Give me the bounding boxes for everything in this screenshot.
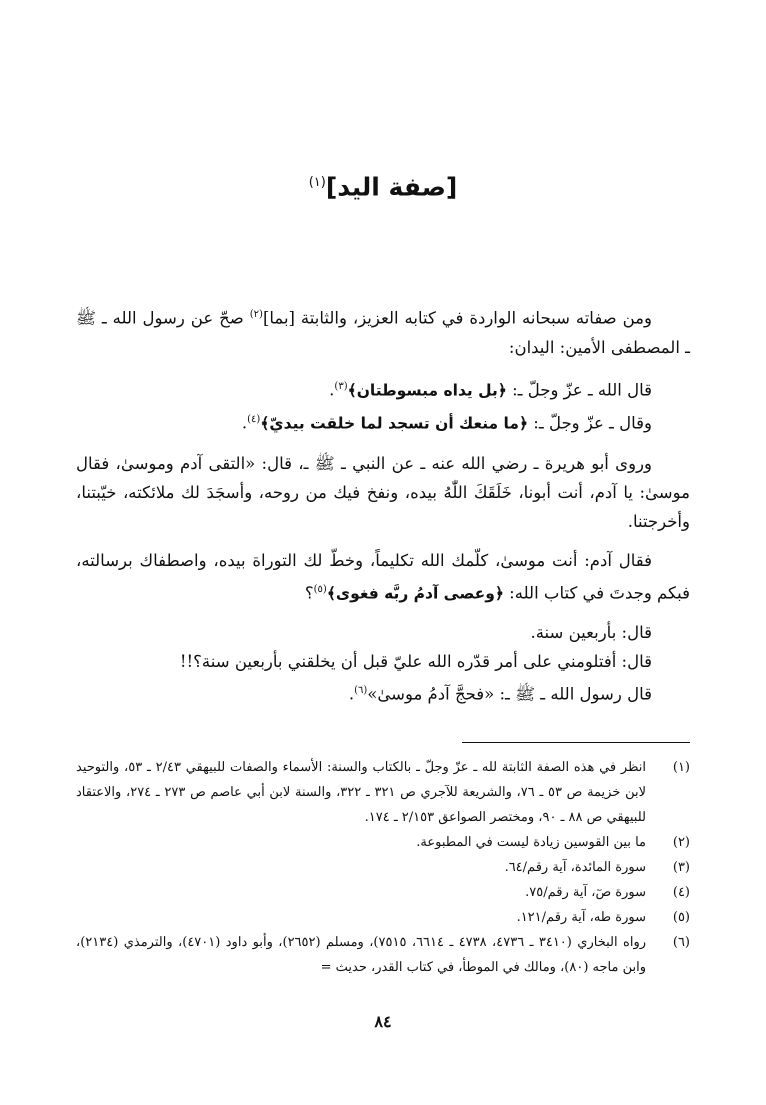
paragraph-intro-part-b: صحّ عن رسول الله ـ ﷺ ـ المصطفى الأمين: اليدان: <box>76 308 690 357</box>
verse-2-end: . <box>241 413 248 433</box>
section-title-text: [صفة اليد] <box>325 172 458 202</box>
verse-2-intro: وقال ـ عزّ وجلّ ـ: <box>528 413 652 433</box>
footnotes <box>76 755 690 980</box>
section-title <box>0 163 766 207</box>
footnote-text: رواه البخاري (٣٤١٠ ـ ٤٧٣٦، ٤٧٣٨ ـ ٦٦١٤، ٧٥١٥)، ومسلم (٢٦٥٢)، وأبو داود (٤٧٠١)، والترمذي (٢١٣٤)، وابن ماجه (٨٠)، ومالك في الموطأ، في كتاب القدر، حديث = <box>76 935 647 975</box>
paragraph-conclusion <box>76 676 690 709</box>
paragraph-intro <box>76 300 690 362</box>
paragraph-blame: قال: أفتلومني على أمر قدّره الله عليّ قبل أن يخلقني بأربعين سنة؟!! <box>179 652 652 671</box>
paragraph-forty-years: قال: بأربعين سنة. <box>530 623 652 642</box>
conclusion-end: . <box>348 684 355 704</box>
verse-1-end: . <box>329 380 335 399</box>
footnote-number: (٣) <box>672 860 690 875</box>
footnote-text: سورة صٓ، آية رقم/٧٥. <box>525 885 646 900</box>
footnote-number: (٥) <box>672 910 690 925</box>
paragraph-intro-part-a: ومن صفاته سبحانه الواردة في كتابه العزيز، والثابتة [بما] <box>262 308 652 328</box>
verse-1-intro: قال الله ـ عزّ وجلّ ـ: <box>506 380 652 399</box>
footnote-text: ما بين القوسين زيادة ليست في المطبوعة. <box>416 835 646 850</box>
page-number: ٨٤ <box>374 1012 392 1031</box>
footnote-3 <box>76 855 690 880</box>
footnote-2 <box>76 830 690 855</box>
footnote-divider <box>462 742 690 743</box>
footnote-text: سورة طه، آية رقم/١٢١. <box>516 910 646 925</box>
paragraph-verse-2 <box>76 405 690 439</box>
footnote-5 <box>76 905 690 930</box>
adam-reply-text: فقال آدم: أنت موسىٰ، كلّمك الله تكليماً، وخطّ لك التوراة بيده، واصطفاك برسالته، فبكم وجدتَ في كتاب الله: <box>76 550 690 602</box>
paragraph-hadith: وروى أبو هريرة ـ رضي الله عنه ـ عن النبي ـ ﷺ ـ، قال: «التقى آدم وموسىٰ، فقال موسىٰ: يا آدم، أنت أبونا، خَلَقَكَ اللّٰهُ بيده، ونفخ فيك من روحه، وأسجَدَ لك ملائكته، خيّبتنا، وأخرجتنا. <box>76 453 690 531</box>
footnote-ref-3: (٣) <box>334 380 348 392</box>
adam-reply-end: ؟ <box>304 583 314 602</box>
footnote-number: (٢) <box>672 835 690 850</box>
paragraph-verse-1 <box>76 372 690 406</box>
title-footnote-ref: (١) <box>308 175 326 190</box>
footnote-number: (٤) <box>672 885 690 900</box>
body-text <box>76 300 690 709</box>
footnote-6 <box>76 930 690 980</box>
footnote-ref-4: (٤) <box>247 414 261 425</box>
footnote-1 <box>76 755 690 830</box>
verse-2-quote: ﴿ما منعك أن تسجد لما خلقت بيديّ﴾ <box>260 414 529 433</box>
footnote-number: (١) <box>672 760 690 775</box>
footnote-number: (٦) <box>672 935 690 950</box>
footnote-ref-6: (٦) <box>354 685 368 696</box>
footnote-ref-2: (٢) <box>249 309 263 320</box>
paragraph-adam-reply <box>76 546 690 609</box>
conclusion-text: قال رسول الله ـ ﷺ ـ: «فحجَّ آدمُ موسىٰ» <box>367 684 652 704</box>
verse-3-quote: ﴿وعصى آدمُ ربَّه فغوى﴾ <box>326 584 504 602</box>
footnote-4 <box>76 880 690 905</box>
verse-1-quote: ﴿بل يداه مبسوطتان﴾ <box>347 381 507 399</box>
footnote-text: سورة المائدة، آية رقم/٦٤. <box>504 860 646 875</box>
footnote-ref-5: (٥) <box>313 583 327 595</box>
footnote-text: انظر في هذه الصفة الثابتة لله ـ عزّ وجلّ ـ بالكتاب والسنة: الأسماء والصفات للبيهقي ٢/٤٣ ـ ٥٣، والتوحيد لابن خزيمة ص ٥٣ ـ ٧٦، والشريعة للآجري ص ٣٢١ ـ ٣٢٢، والسنة لابن أبي عاصم ص ٢٧٣ ـ ٢٧٤، والاعتقاد للبيهقي ص ٨٨ ـ ٩٠، ومختصر الصواعق ٢/١٥٣ ـ ١٧٤. <box>76 760 647 825</box>
